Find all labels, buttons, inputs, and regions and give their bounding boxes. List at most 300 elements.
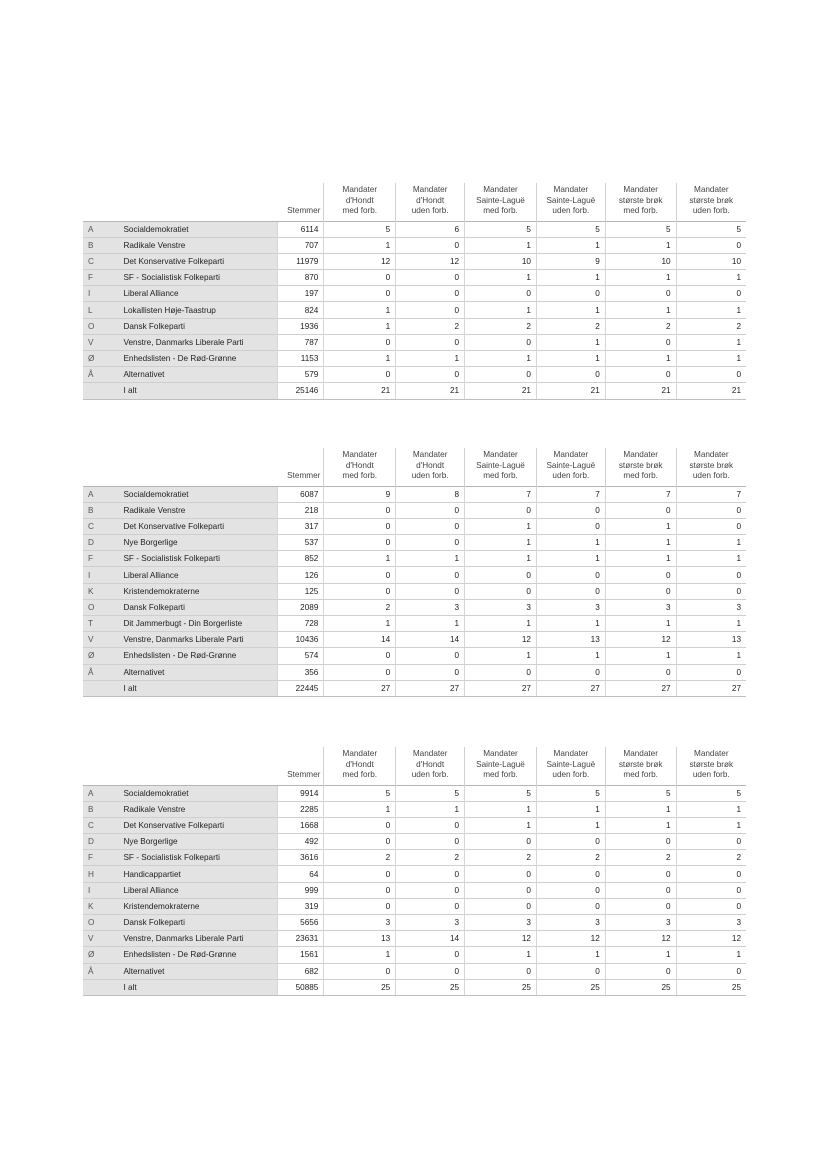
party-code: O <box>83 915 121 931</box>
party-code: B <box>83 801 121 817</box>
header-line: med forb. <box>483 471 518 480</box>
party-name: SF - Socialistisk Folkeparti <box>121 850 277 866</box>
header-mandate-method <box>676 747 746 785</box>
header-mandate-method <box>605 448 676 486</box>
mandate-cell: 12 <box>536 931 605 947</box>
header-line: med forb. <box>623 770 658 779</box>
header-line: Mandater <box>412 185 448 194</box>
party-row <box>83 801 746 817</box>
mandate-cell: 5 <box>324 785 396 801</box>
mandate-cell: 2 <box>536 318 605 334</box>
header-line: Mandater <box>694 450 729 459</box>
mandate-cell: 0 <box>536 882 605 898</box>
votes-cell: 23631 <box>277 931 324 947</box>
votes-cell: 492 <box>277 834 324 850</box>
party-row <box>83 518 746 534</box>
mandate-cell: 1 <box>605 817 676 833</box>
party-code: L <box>83 302 121 318</box>
mandate-cell: 0 <box>465 963 537 979</box>
mandate-cell: 1 <box>324 947 396 963</box>
mandate-cell: 0 <box>465 664 537 680</box>
mandate-cell: 1 <box>536 947 605 963</box>
mandate-cell: 1 <box>536 351 605 367</box>
header-line: d'Hondt <box>416 195 445 205</box>
mandate-cell: 1 <box>605 535 676 551</box>
header-line: største brøk <box>689 460 734 470</box>
party-code: V <box>83 632 121 648</box>
header-mandate-method <box>605 747 676 785</box>
header-line: med forb. <box>623 206 658 215</box>
party-code: C <box>83 817 121 833</box>
mandate-cell: 3 <box>676 915 746 931</box>
party-row <box>83 898 746 914</box>
mandate-cell: 0 <box>536 518 605 534</box>
mandate-cell: 1 <box>324 302 396 318</box>
mandate-cell: 0 <box>605 334 676 350</box>
mandate-cell: 0 <box>676 583 746 599</box>
party-name: Dansk Folkeparti <box>121 915 277 931</box>
mandate-cell: 13 <box>676 632 746 648</box>
mandate-cell: 1 <box>676 351 746 367</box>
mandate-cell: 25 <box>324 979 396 995</box>
mandate-cell: 1 <box>536 237 605 253</box>
party-name: Kristendemokraterne <box>121 898 277 914</box>
mandate-cell: 5 <box>465 785 537 801</box>
party-code <box>83 680 121 696</box>
party-name: Enhedslisten - De Rød-Grønne <box>121 947 277 963</box>
mandate-cell: 21 <box>605 383 676 399</box>
mandate-cell: 0 <box>324 882 396 898</box>
mandate-cell: 0 <box>536 567 605 583</box>
mandate-cell: 12 <box>396 253 465 269</box>
mandate-cell: 14 <box>396 931 465 947</box>
mandate-cell: 1 <box>396 801 465 817</box>
mandate-cell: 0 <box>465 583 537 599</box>
header-line: største brøk <box>618 195 663 205</box>
mandate-cell: 0 <box>536 963 605 979</box>
header-line: uden forb. <box>552 206 590 215</box>
party-code: A <box>83 785 121 801</box>
header-mandate-method <box>536 747 605 785</box>
mandate-cell: 1 <box>465 351 537 367</box>
total-row <box>83 680 746 696</box>
mandate-cell: 0 <box>324 367 396 383</box>
header-line: d'Hondt <box>345 759 374 769</box>
mandate-cell: 0 <box>676 963 746 979</box>
party-row <box>83 253 746 269</box>
mandate-cell: 0 <box>465 866 537 882</box>
votes-cell: 10436 <box>277 632 324 648</box>
mandate-cell: 12 <box>465 931 537 947</box>
header-line: uden forb. <box>692 206 730 215</box>
votes-cell: 579 <box>277 367 324 383</box>
party-code: T <box>83 616 121 632</box>
party-row <box>83 334 746 350</box>
party-name: Radikale Venstre <box>121 237 277 253</box>
mandate-cell: 2 <box>324 850 396 866</box>
mandate-cell: 3 <box>536 599 605 615</box>
mandate-cell: 1 <box>676 535 746 551</box>
mandate-cell: 25 <box>396 979 465 995</box>
header-line: d'Hondt <box>416 460 445 470</box>
mandate-cell: 0 <box>536 583 605 599</box>
party-name: Venstre, Danmarks Liberale Parti <box>121 334 277 350</box>
mandate-cell: 1 <box>396 351 465 367</box>
votes-cell: 537 <box>277 535 324 551</box>
header-line: Mandater <box>694 185 729 194</box>
votes-cell: 1153 <box>277 351 324 367</box>
party-name: I alt <box>121 383 277 399</box>
mandate-cell: 5 <box>536 221 605 237</box>
mandate-cell: 0 <box>396 866 465 882</box>
header-line: Mandater <box>553 185 589 194</box>
mandate-cell: 0 <box>536 898 605 914</box>
total-row <box>83 383 746 399</box>
mandate-cell: 1 <box>676 616 746 632</box>
mandate-cell: 0 <box>676 518 746 534</box>
party-name: Enhedslisten - De Rød-Grønne <box>121 351 277 367</box>
mandate-cell: 0 <box>396 502 465 518</box>
mandate-cell: 0 <box>396 963 465 979</box>
party-name: Dansk Folkeparti <box>121 599 277 615</box>
mandate-cell: 7 <box>465 486 537 502</box>
mandate-cell: 0 <box>396 286 465 302</box>
mandate-cell: 5 <box>605 785 676 801</box>
party-code: Ø <box>83 351 121 367</box>
mandate-cell: 1 <box>324 616 396 632</box>
header-line: Mandater <box>342 749 378 758</box>
party-name: Dansk Folkeparti <box>121 318 277 334</box>
header-stemmer: Stemmer <box>277 183 324 221</box>
mandate-cell: 5 <box>676 785 746 801</box>
party-code: B <box>83 502 121 518</box>
party-row <box>83 502 746 518</box>
mandate-cell: 0 <box>536 286 605 302</box>
mandate-cell: 1 <box>605 518 676 534</box>
header-row <box>83 183 746 221</box>
party-code: A <box>83 221 121 237</box>
mandate-cell: 0 <box>605 898 676 914</box>
votes-cell: 1668 <box>277 817 324 833</box>
party-name: Alternativet <box>121 664 277 680</box>
party-code: D <box>83 535 121 551</box>
header-line: uden forb. <box>411 206 449 215</box>
header-row <box>83 448 746 486</box>
mandate-cell: 0 <box>605 583 676 599</box>
header-mandate-method <box>465 747 537 785</box>
mandate-cell: 1 <box>536 270 605 286</box>
mandate-cell: 0 <box>396 334 465 350</box>
party-row <box>83 648 746 664</box>
party-row <box>83 302 746 318</box>
mandate-cell: 5 <box>465 221 537 237</box>
party-code: I <box>83 567 121 583</box>
votes-cell: 852 <box>277 551 324 567</box>
party-name: SF - Socialistisk Folkeparti <box>121 270 277 286</box>
header-blank <box>121 747 277 785</box>
header-mandate-method <box>396 448 465 486</box>
header-line: uden forb. <box>692 770 730 779</box>
header-line: Sainte-Laguë <box>546 759 596 769</box>
mandate-cell: 27 <box>396 680 465 696</box>
mandate-cell: 0 <box>465 286 537 302</box>
votes-cell: 2089 <box>277 599 324 615</box>
mandate-cell: 0 <box>605 834 676 850</box>
header-line: Mandater <box>412 450 448 459</box>
votes-cell: 870 <box>277 270 324 286</box>
votes-cell: 218 <box>277 502 324 518</box>
mandate-cell: 0 <box>605 502 676 518</box>
party-name: Dit Jammerbugt - Din Borgerliste <box>121 616 277 632</box>
mandate-cell: 0 <box>396 237 465 253</box>
mandate-cell: 7 <box>676 486 746 502</box>
party-name: Handicappartiet <box>121 866 277 882</box>
party-row <box>83 834 746 850</box>
header-line: Mandater <box>483 185 518 194</box>
votes-cell: 5656 <box>277 915 324 931</box>
mandate-cell: 0 <box>605 882 676 898</box>
votes-cell: 319 <box>277 898 324 914</box>
mandate-cell: 2 <box>465 318 537 334</box>
mandate-cell: 0 <box>324 648 396 664</box>
party-row <box>83 866 746 882</box>
total-row <box>83 979 746 995</box>
header-blank <box>83 747 121 785</box>
mandate-cell: 0 <box>324 583 396 599</box>
party-name: I alt <box>121 680 277 696</box>
party-code <box>83 383 121 399</box>
mandate-cell: 1 <box>536 302 605 318</box>
votes-cell: 3616 <box>277 850 324 866</box>
header-line: d'Hondt <box>345 460 374 470</box>
mandate-cell: 5 <box>536 785 605 801</box>
votes-cell: 787 <box>277 334 324 350</box>
party-code: Å <box>83 963 121 979</box>
mandate-cell: 3 <box>536 915 605 931</box>
mandate-cell: 9 <box>536 253 605 269</box>
party-name: Det Konservative Folkeparti <box>121 518 277 534</box>
mandate-cell: 12 <box>676 931 746 947</box>
mandate-cell: 0 <box>396 898 465 914</box>
mandate-cell: 7 <box>536 486 605 502</box>
party-row <box>83 270 746 286</box>
party-code: V <box>83 931 121 947</box>
party-code: F <box>83 270 121 286</box>
votes-cell: 11979 <box>277 253 324 269</box>
header-line: Mandater <box>623 185 658 194</box>
party-row <box>83 882 746 898</box>
mandate-cell: 2 <box>605 318 676 334</box>
party-code: O <box>83 599 121 615</box>
mandate-cell: 3 <box>324 915 396 931</box>
mandate-cell: 0 <box>324 898 396 914</box>
votes-cell: 64 <box>277 866 324 882</box>
header-mandate-method <box>396 183 465 221</box>
mandate-cell: 1 <box>605 616 676 632</box>
party-code: Å <box>83 367 121 383</box>
mandate-cell: 12 <box>465 632 537 648</box>
mandate-cell: 5 <box>676 221 746 237</box>
header-blank <box>83 183 121 221</box>
party-row <box>83 351 746 367</box>
mandate-cell: 0 <box>605 963 676 979</box>
party-row <box>83 616 746 632</box>
mandate-cell: 1 <box>605 302 676 318</box>
mandate-cell: 5 <box>396 785 465 801</box>
mandate-cell: 1 <box>465 270 537 286</box>
mandate-cell: 3 <box>605 599 676 615</box>
mandate-cell: 1 <box>465 551 537 567</box>
party-row <box>83 486 746 502</box>
header-mandate-method <box>536 448 605 486</box>
mandate-cell: 0 <box>605 866 676 882</box>
mandate-cell: 0 <box>465 367 537 383</box>
party-name: Lokallisten Høje-Taastrup <box>121 302 277 318</box>
party-row <box>83 583 746 599</box>
mandate-cell: 0 <box>324 334 396 350</box>
header-mandate-method <box>324 448 396 486</box>
party-name: Det Konservative Folkeparti <box>121 817 277 833</box>
mandate-cell: 0 <box>605 286 676 302</box>
mandate-cell: 12 <box>605 931 676 947</box>
mandate-cell: 0 <box>676 834 746 850</box>
mandate-cell: 1 <box>324 237 396 253</box>
header-mandate-method <box>605 183 676 221</box>
header-line: Sainte-Laguë <box>476 759 525 769</box>
party-name: Venstre, Danmarks Liberale Parti <box>121 931 277 947</box>
party-code: Ø <box>83 648 121 664</box>
votes-cell: 682 <box>277 963 324 979</box>
mandate-cell: 0 <box>676 664 746 680</box>
party-code: I <box>83 286 121 302</box>
votes-cell: 50885 <box>277 979 324 995</box>
header-blank <box>121 183 277 221</box>
header-line: største brøk <box>618 759 663 769</box>
mandate-cell: 1 <box>465 648 537 664</box>
results-table-2 <box>83 448 746 697</box>
mandate-cell: 1 <box>676 551 746 567</box>
votes-cell: 356 <box>277 664 324 680</box>
party-name: Kristendemokraterne <box>121 583 277 599</box>
header-line: Mandater <box>483 450 518 459</box>
header-blank <box>83 448 121 486</box>
header-mandate-method <box>324 183 396 221</box>
party-row <box>83 817 746 833</box>
mandate-cell: 0 <box>396 664 465 680</box>
mandate-cell: 1 <box>324 801 396 817</box>
mandate-cell: 2 <box>676 850 746 866</box>
header-line: største brøk <box>689 759 734 769</box>
mandate-cell: 0 <box>324 502 396 518</box>
party-row <box>83 915 746 931</box>
party-code: I <box>83 882 121 898</box>
votes-cell: 6087 <box>277 486 324 502</box>
mandate-cell: 0 <box>465 882 537 898</box>
mandate-cell: 1 <box>465 817 537 833</box>
mandate-cell: 27 <box>324 680 396 696</box>
header-line: Sainte-Laguë <box>546 195 596 205</box>
mandate-cell: 3 <box>605 915 676 931</box>
party-row <box>83 850 746 866</box>
header-line: Mandater <box>342 185 378 194</box>
mandate-cell: 6 <box>396 221 465 237</box>
header-line: uden forb. <box>552 471 590 480</box>
header-line: Mandater <box>553 450 589 459</box>
mandate-cell: 1 <box>605 648 676 664</box>
mandate-cell: 0 <box>324 834 396 850</box>
mandate-cell: 1 <box>676 334 746 350</box>
header-line: med forb. <box>342 770 378 779</box>
mandate-cell: 0 <box>605 367 676 383</box>
mandate-cell: 1 <box>605 801 676 817</box>
header-blank <box>121 448 277 486</box>
mandate-cell: 2 <box>324 599 396 615</box>
header-line: d'Hondt <box>345 195 374 205</box>
party-code: V <box>83 334 121 350</box>
party-row <box>83 931 746 947</box>
mandate-cell: 0 <box>536 664 605 680</box>
mandate-cell: 0 <box>324 270 396 286</box>
party-row <box>83 535 746 551</box>
votes-cell: 728 <box>277 616 324 632</box>
mandate-cell: 0 <box>324 535 396 551</box>
header-line: med forb. <box>623 471 658 480</box>
votes-cell: 126 <box>277 567 324 583</box>
party-name: Alternativet <box>121 367 277 383</box>
mandate-cell: 1 <box>676 302 746 318</box>
mandate-cell: 0 <box>396 567 465 583</box>
mandate-cell: 0 <box>676 567 746 583</box>
mandate-cell: 3 <box>396 599 465 615</box>
mandate-cell: 3 <box>676 599 746 615</box>
party-name: Nye Borgerlige <box>121 834 277 850</box>
header-line: største brøk <box>689 195 734 205</box>
header-line: med forb. <box>342 471 378 480</box>
mandate-cell: 25 <box>465 979 537 995</box>
mandate-cell: 1 <box>465 616 537 632</box>
header-line: Sainte-Laguë <box>476 460 525 470</box>
results-table-1 <box>83 183 746 400</box>
party-row <box>83 286 746 302</box>
mandate-cell: 0 <box>396 302 465 318</box>
mandate-cell: 12 <box>605 632 676 648</box>
party-name: Socialdemokratiet <box>121 785 277 801</box>
party-code: D <box>83 834 121 850</box>
mandate-cell: 1 <box>465 801 537 817</box>
mandate-cell: 0 <box>324 866 396 882</box>
mandate-cell: 2 <box>396 318 465 334</box>
party-row <box>83 318 746 334</box>
mandate-cell: 3 <box>465 915 537 931</box>
party-name: Venstre, Danmarks Liberale Parti <box>121 632 277 648</box>
mandate-cell: 0 <box>324 817 396 833</box>
mandate-cell: 0 <box>536 367 605 383</box>
mandate-cell: 2 <box>676 318 746 334</box>
votes-cell: 125 <box>277 583 324 599</box>
mandate-cell: 1 <box>465 302 537 318</box>
mandate-cell: 1 <box>465 535 537 551</box>
mandate-cell: 0 <box>324 567 396 583</box>
mandate-cell: 25 <box>536 979 605 995</box>
header-mandate-method <box>536 183 605 221</box>
votes-cell: 6114 <box>277 221 324 237</box>
party-code <box>83 979 121 995</box>
party-name: Alternativet <box>121 963 277 979</box>
mandate-cell: 1 <box>465 237 537 253</box>
mandate-cell: 0 <box>396 834 465 850</box>
header-stemmer: Stemmer <box>277 448 324 486</box>
mandate-cell: 5 <box>605 221 676 237</box>
